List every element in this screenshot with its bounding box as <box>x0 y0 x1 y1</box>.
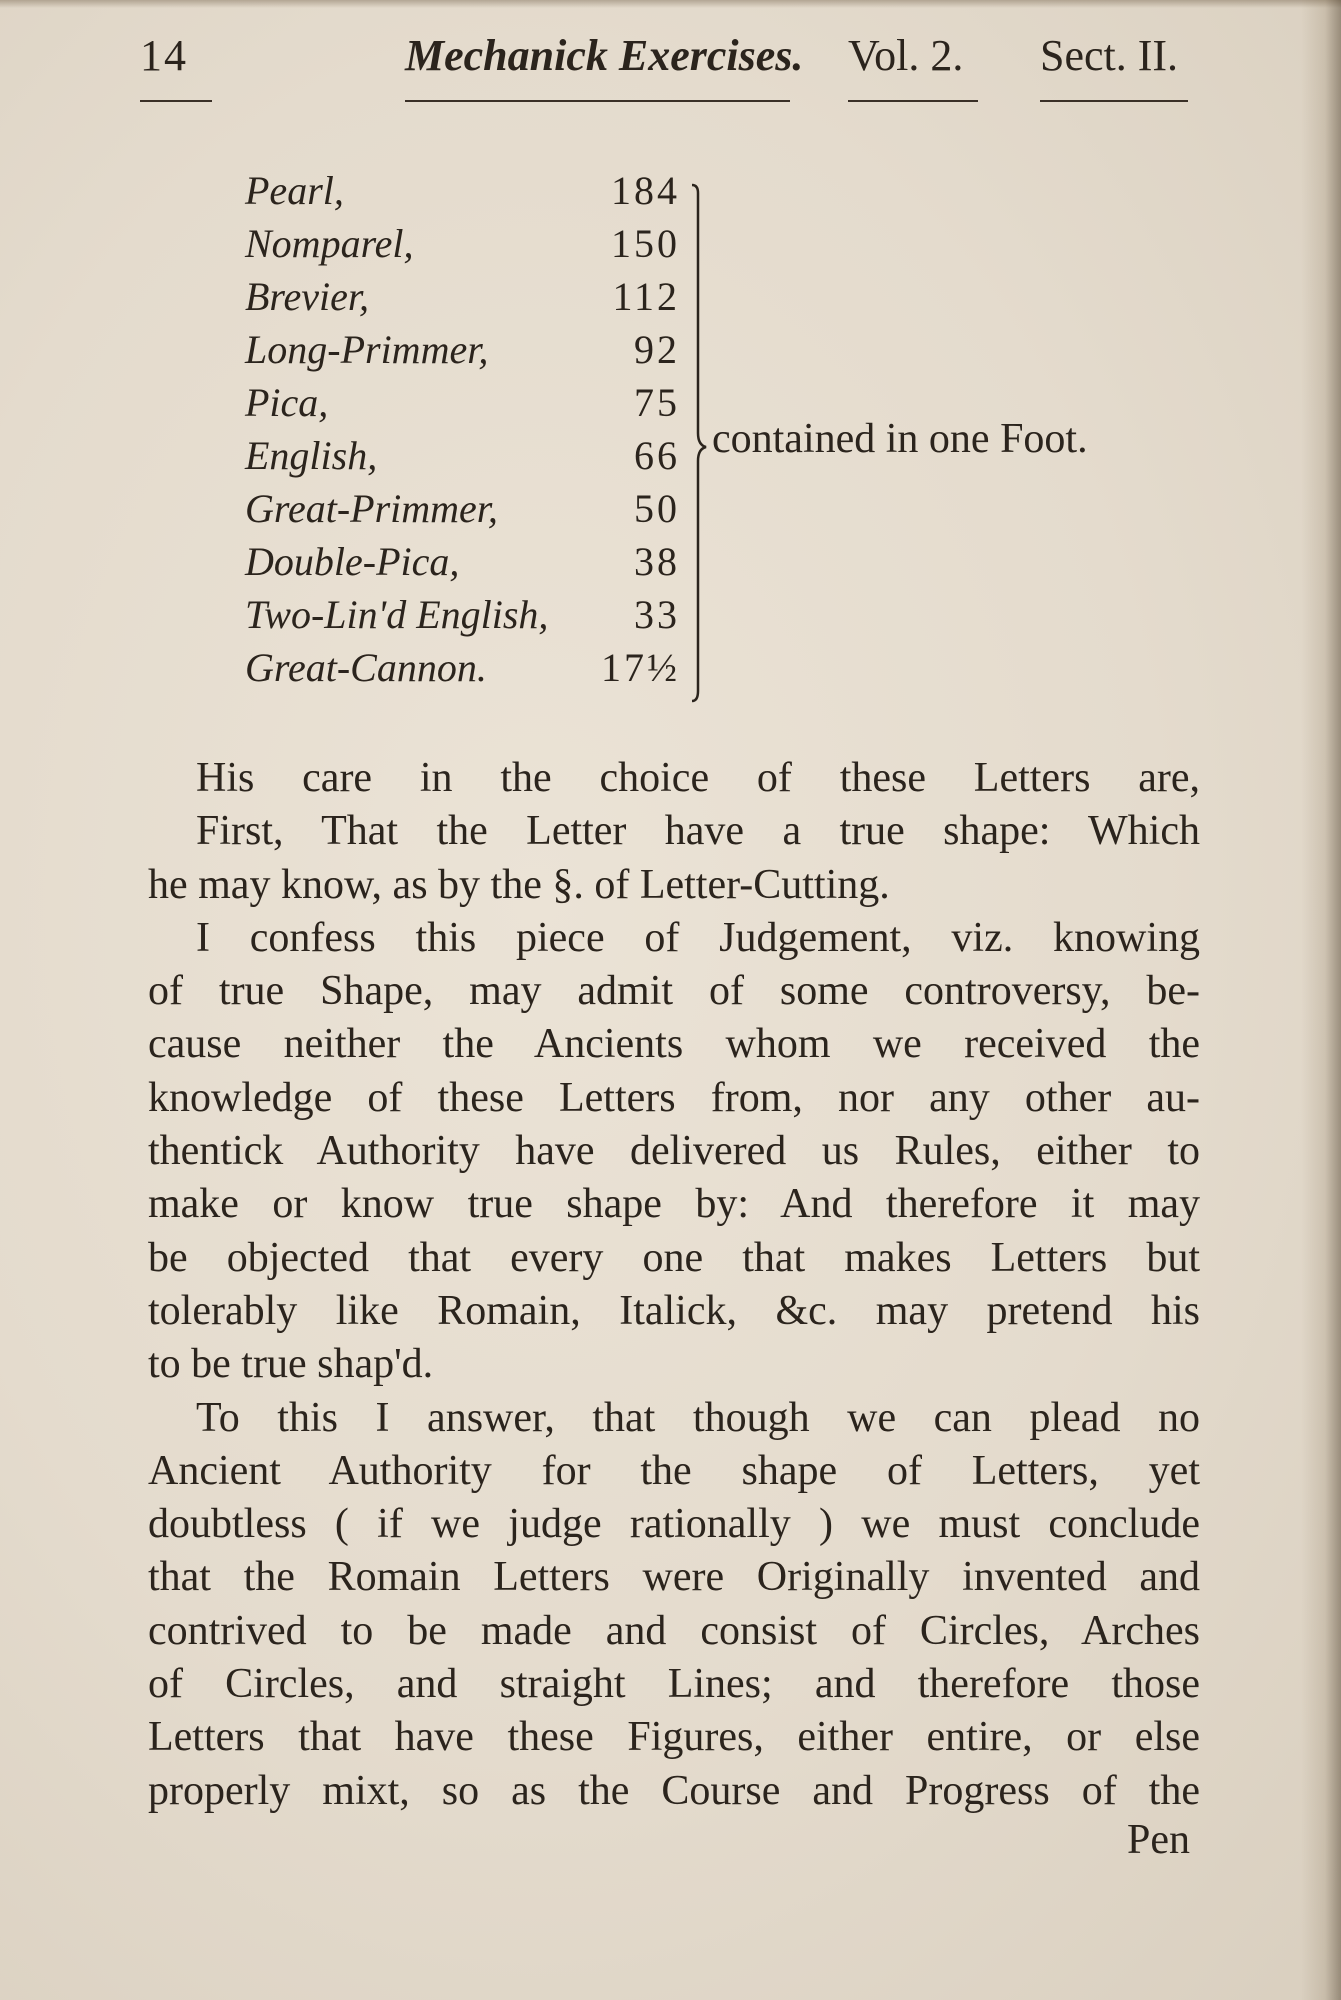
table-caption: contained in one Foot. <box>712 416 1088 462</box>
text-line: thentick Authority have delivered us Rules, either to <box>148 1128 1200 1175</box>
table-row <box>0 377 1341 429</box>
type-name: Brevier, <box>245 274 370 319</box>
page-number-rule <box>140 100 212 102</box>
section-rule <box>1040 100 1188 102</box>
table-row <box>0 324 1341 376</box>
text-line: be objected that every one that makes Letters but <box>148 1234 1200 1281</box>
grouping-brace <box>690 183 708 703</box>
text-line: Ancient Authority for the shape of Letters, yet <box>148 1447 1200 1494</box>
text-line: tolerably like Romain, Italick, &c. may pretend his <box>148 1287 1200 1334</box>
type-count: 75 <box>634 380 680 425</box>
page-top-shadow <box>0 0 1341 8</box>
table-row <box>0 218 1341 270</box>
type-name: Pearl, <box>245 168 344 213</box>
text-line: doubtless ( if we judge rationally ) we must conclude <box>148 1501 1200 1548</box>
text-line: make or know true shape by: And therefore it may <box>148 1181 1200 1228</box>
text-line: of true Shape, may admit of some controversy, be- <box>148 968 1200 1015</box>
table-row <box>0 642 1341 694</box>
text-line: knowledge of these Letters from, nor any other au- <box>148 1074 1200 1121</box>
type-count: 184 <box>611 168 680 213</box>
type-count: 66 <box>634 433 680 478</box>
volume-rule <box>848 100 978 102</box>
table-row <box>0 589 1341 641</box>
table-row <box>0 271 1341 323</box>
type-count: 50 <box>634 486 680 531</box>
type-name: Nomparel, <box>245 221 414 266</box>
running-title: Mechanick Exercises. <box>405 31 804 80</box>
type-count: 33 <box>634 592 680 637</box>
type-name: Great-Primmer, <box>245 486 498 531</box>
text-line: to be true shap'd. <box>148 1341 434 1388</box>
table-row <box>0 430 1341 482</box>
text-line: First, That the Letter have a true shape: Which <box>196 808 1200 855</box>
body-text <box>148 752 1200 1818</box>
running-header <box>0 30 1341 110</box>
page-number: 14 <box>140 31 188 80</box>
type-count: 112 <box>612 274 680 319</box>
type-count: 150 <box>611 221 680 266</box>
text-line: I confess this piece of Judgement, viz. knowing <box>196 914 1200 961</box>
text-line: properly mixt, so as the Course and Progress of the <box>148 1767 1200 1814</box>
type-name: Double-Pica, <box>245 539 460 584</box>
table-row <box>0 483 1341 535</box>
volume-label: Vol. 2. <box>848 31 964 80</box>
section-label: Sect. II. <box>1040 31 1179 80</box>
text-line: Letters that have these Figures, either entire, or else <box>148 1714 1200 1761</box>
text-line: His care in the choice of these Letters are, <box>196 755 1200 801</box>
type-count: 38 <box>634 539 680 584</box>
text-line: he may know, as by the §. of Letter-Cutting. <box>148 861 890 908</box>
table-row <box>0 165 1341 217</box>
type-count: 92 <box>634 327 680 372</box>
text-line: of Circles, and straight Lines; and therefore those <box>148 1661 1200 1708</box>
type-name: Two-Lin'd English, <box>245 592 549 637</box>
text-line: To this I answer, that though we can plead no <box>196 1394 1200 1441</box>
text-line: that the Romain Letters were Originally invented and <box>148 1554 1200 1601</box>
table-row <box>0 536 1341 588</box>
type-name: Long-Primmer, <box>245 327 489 372</box>
type-count: 17½ <box>601 645 680 690</box>
text-line: cause neither the Ancients whom we received the <box>148 1021 1200 1068</box>
type-size-table <box>0 165 1341 705</box>
text-line: contrived to be made and consist of Circles, Arches <box>148 1607 1200 1654</box>
type-name: Pica, <box>245 380 329 425</box>
type-name: English, <box>245 433 378 478</box>
running-title-rule <box>405 100 790 102</box>
catchword: Pen <box>1127 1817 1190 1863</box>
type-name: Great-Cannon. <box>245 645 487 690</box>
